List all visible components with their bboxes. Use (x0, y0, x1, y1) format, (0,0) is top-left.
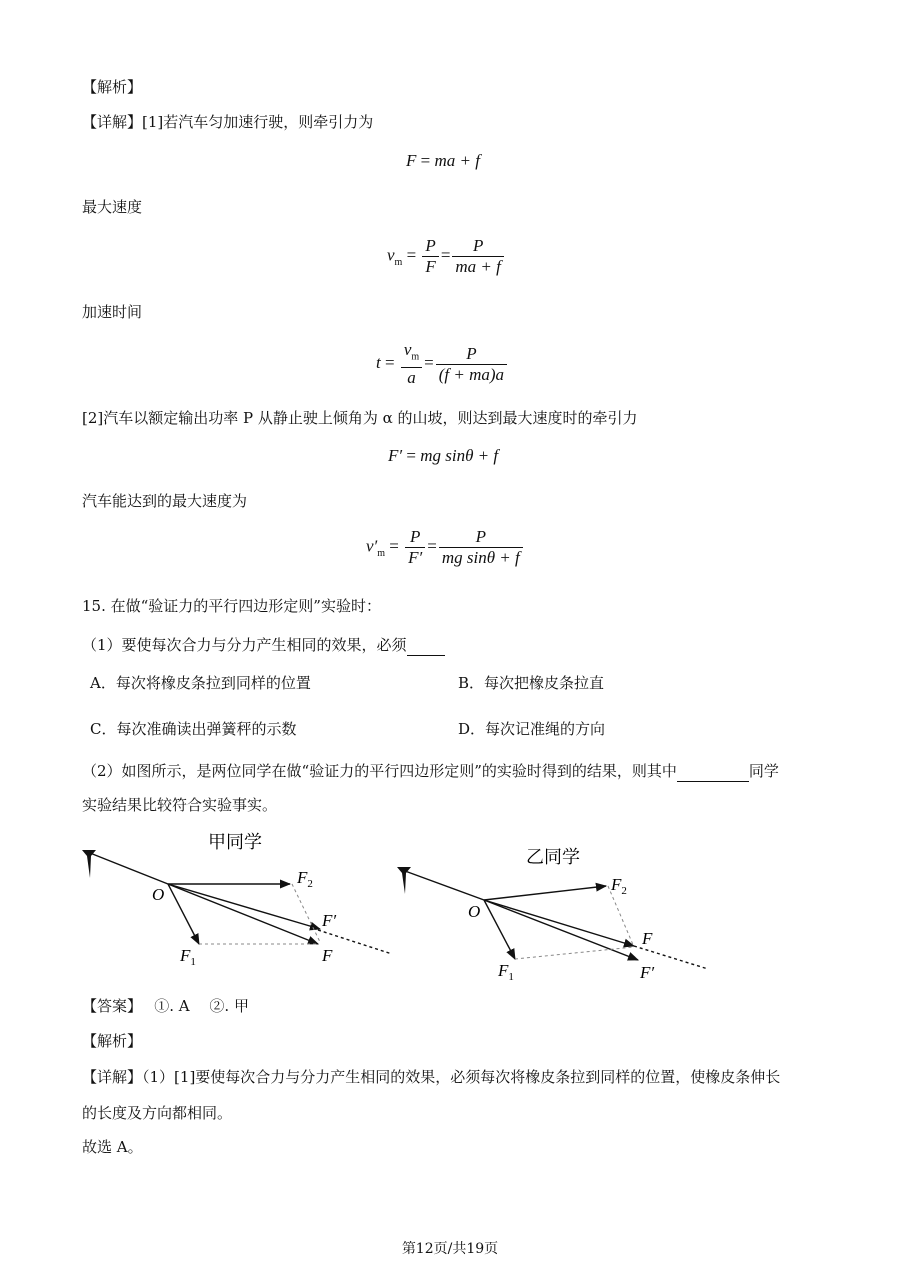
equation-max-speed-slope: $v'_m$ = $\frac{P}{F'}$ = $\frac{P}{\text{mg sinθ + f}}$ (366, 527, 525, 568)
left-label-f1: $F_1$ (180, 946, 196, 968)
left-title: 甲同学 (208, 832, 262, 852)
left-dash-top (292, 884, 320, 942)
equation-slope-force: F′ = mg sinθ + f (388, 446, 499, 465)
right-arrow-fprime (484, 900, 638, 960)
detail-text-1: 【详解】[1]若汽车匀加速行驶，则牵引力为 (82, 113, 374, 131)
analysis-heading: 【解析】 (82, 78, 143, 96)
page-number: 第12页/共19页 (401, 1241, 499, 1257)
left-label-f: F (322, 946, 333, 965)
right-label-o: O (468, 902, 481, 921)
right-label-f: F (642, 929, 653, 948)
right-label-fprime: F′ (640, 963, 655, 982)
option-b[interactable]: B．每次把橡皮条拉直 (458, 674, 605, 692)
left-arrow-f1 (168, 884, 199, 944)
left-label-fprime: F′ (322, 911, 337, 930)
left-arrow-fprime (168, 884, 320, 929)
right-dash-bottom (515, 947, 634, 959)
right-arrow-f2 (484, 886, 606, 900)
detail-text-3: 【详解】（1）[1]要使每次合力与分力产生相同的效果，必须每次将橡皮条拉到同样的位置，使橡皮条伸长 (82, 1068, 781, 1086)
question-15-part-2: （2）如图所示，是两位同学在做“验证力的平行四边形定则”的实验时得到的结果，则其中 同学 (82, 762, 779, 780)
option-d[interactable]: D．每次记准绳的方向 (458, 720, 606, 738)
accel-time-label: 加速时间 (82, 303, 143, 321)
analysis-heading-2: 【解析】 (82, 1032, 143, 1050)
right-nail-icon (397, 867, 411, 894)
answer-blank-2[interactable] (677, 765, 749, 782)
answer-line: 【答案】 ①. A ②. 甲 (82, 997, 249, 1015)
equation-max-speed: $v_m$ = $\frac{P}{F}$ = $\frac{P}{ma + f}$ (387, 236, 506, 277)
question-15-part-1: （1）要使每次合力与分力产生相同的效果，必须 (82, 634, 445, 656)
question-15: 15. 在做“验证力的平行四边形定则”实验时： (82, 597, 381, 615)
right-rubber-band (405, 871, 484, 900)
left-label-o: O (152, 885, 165, 904)
left-arrow-f (168, 884, 318, 944)
max-speed-label: 最大速度 (82, 198, 143, 216)
left-rubber-band (90, 853, 168, 884)
right-arrow-f1 (484, 900, 515, 959)
choice-conclusion: 故选 A。 (82, 1138, 143, 1156)
right-label-f2: $F_2$ (611, 875, 627, 897)
force-diagram (0, 820, 900, 995)
right-arrow-f (484, 900, 634, 946)
right-label-f1: $F_1$ (498, 961, 514, 983)
left-label-f2: $F_2$ (297, 868, 313, 890)
option-a[interactable]: A．每次将橡皮条拉到同样的位置 (90, 674, 311, 692)
detail-text-3-cont: 的长度及方向都相同。 (82, 1104, 233, 1122)
answer-blank-1[interactable] (407, 639, 445, 656)
equation-traction-force: F = ma + f (406, 151, 480, 170)
right-title: 乙同学 (526, 847, 580, 867)
question-15-part-2-cont: 实验结果比较符合实验事实。 (82, 796, 278, 814)
max-speed-slope-label: 汽车能达到的最大速度为 (82, 492, 248, 510)
equation-accel-time: t = $\frac{v_m}{a}$ = $\frac{P}{(f + ma)a}$ (376, 340, 509, 388)
option-c[interactable]: C．每次准确读出弹簧秤的示数 (90, 720, 297, 738)
detail-text-2: [2]汽车以额定输出功率 P 从静止驶上倾角为 α 的山坡，则达到最大速度时的牵引力 (82, 409, 638, 427)
